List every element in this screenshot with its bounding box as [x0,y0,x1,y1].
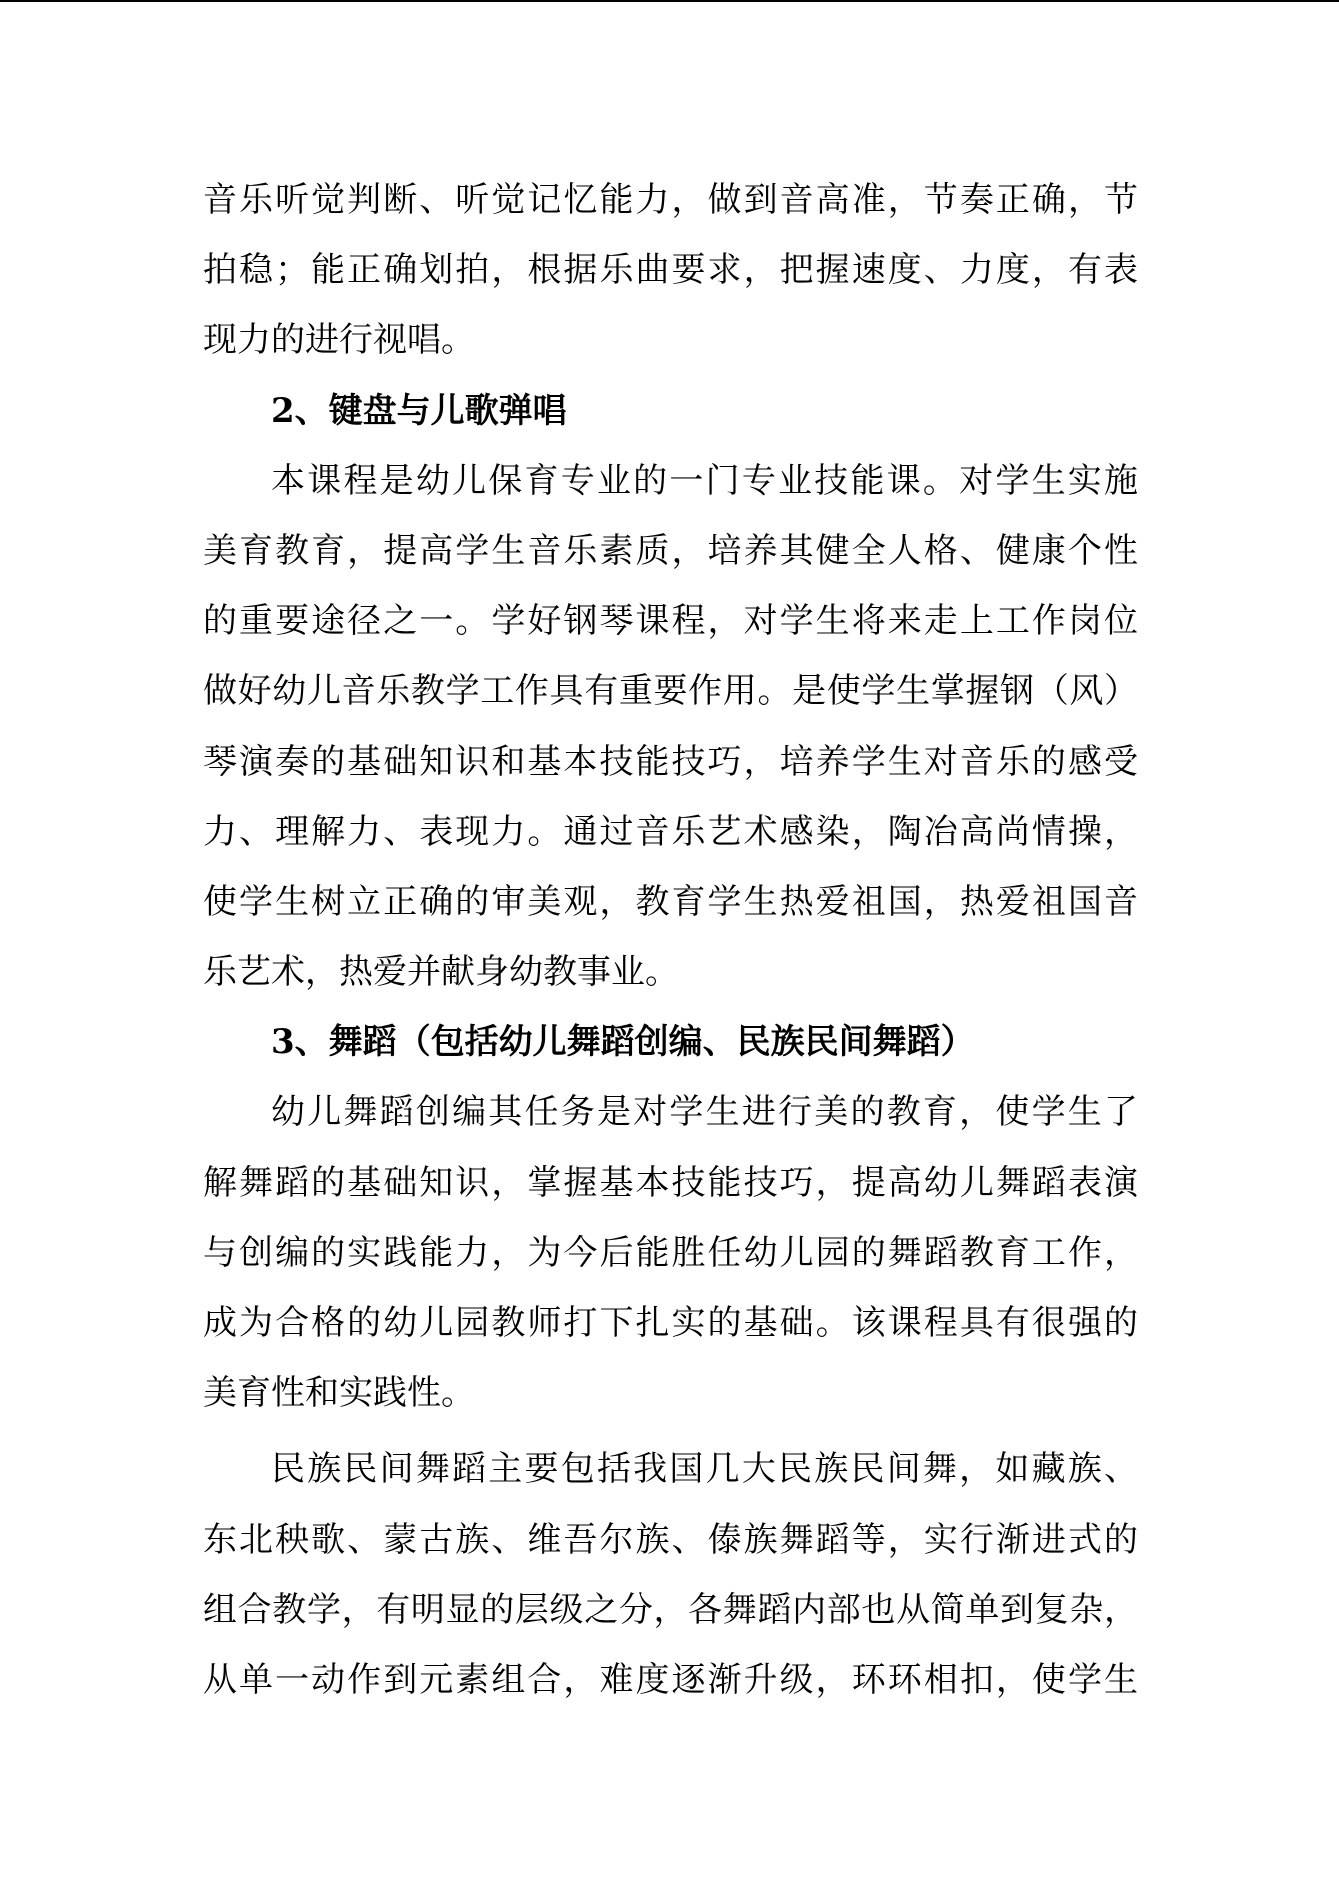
text-line: 使学生树立正确的审美观，教育学生热爱祖国，热爱祖国音 [203,881,1138,922]
text-line: 力、理解力、表现力。通过音乐艺术感染，陶冶高尚情操， [203,811,1138,852]
text-line: 幼儿舞蹈创编其任务是对学生进行美的教育，使学生了 [271,1092,1138,1133]
text-line: 成为合格的幼儿园教师打下扎实的基础。该课程具有很强的 [203,1303,1138,1343]
text-line: 组合教学，有明显的层级之分，各舞蹈内部也从简单到复杂， [203,1589,1138,1630]
paragraph-child-dance [203,1077,1138,1428]
text-line: 东北秧歌、蒙古族、维吾尔族、傣族舞蹈等，实行渐进式的 [203,1519,1138,1560]
paragraph-folk-dance [203,1434,1138,1715]
document-page [203,165,1138,1715]
text-line: 的重要途径之一。学好钢琴课程，对学生将来走上工作岗位 [203,601,1138,642]
text-line: 本课程是幼儿保育专业的一门专业技能课。对学生实施 [271,460,1138,501]
text-line: 音乐听觉判断、听觉记忆能力，做到音高准，节奏正确，节 [203,180,1138,220]
text-line: 乐艺术，热爱并献身幼教事业。 [203,952,679,993]
text-line: 与创编的实践能力，为今后能胜任幼儿园的舞蹈教育工作， [203,1232,1138,1273]
paragraph-keyboard-course [203,446,1138,1008]
text-line: 美育教育，提高学生音乐素质，培养其健全人格、健康个性 [203,530,1138,571]
section-heading-dance: 3、舞蹈（包括幼儿舞蹈创编、民族民间舞蹈） [271,1022,975,1063]
text-line: 美育性和实践性。 [203,1373,475,1414]
text-line: 解舞蹈的基础知识，掌握基本技能技巧，提高幼儿舞蹈表演 [203,1162,1138,1203]
text-line: 民族民间舞蹈主要包括我国几大民族民间舞，如藏族、 [271,1449,1138,1490]
text-line: 琴演奏的基础知识和基本技能技巧，培养学生对音乐的感受 [203,741,1138,782]
text-line: 拍稳；能正确划拍，根据乐曲要求，把握速度、力度，有表 [203,250,1138,291]
paragraph-continuation [203,165,1138,376]
text-line: 从单一动作到元素组合，难度逐渐升级，环环相扣，使学生 [203,1659,1138,1700]
text-line: 现力的进行视唱。 [203,320,475,361]
top-border-line [0,0,1339,2]
text-line: 做好幼儿音乐教学工作具有重要作用。是使学生掌握钢（风） [203,671,1138,712]
section-heading-keyboard: 2、键盘与儿歌弹唱 [271,390,567,431]
